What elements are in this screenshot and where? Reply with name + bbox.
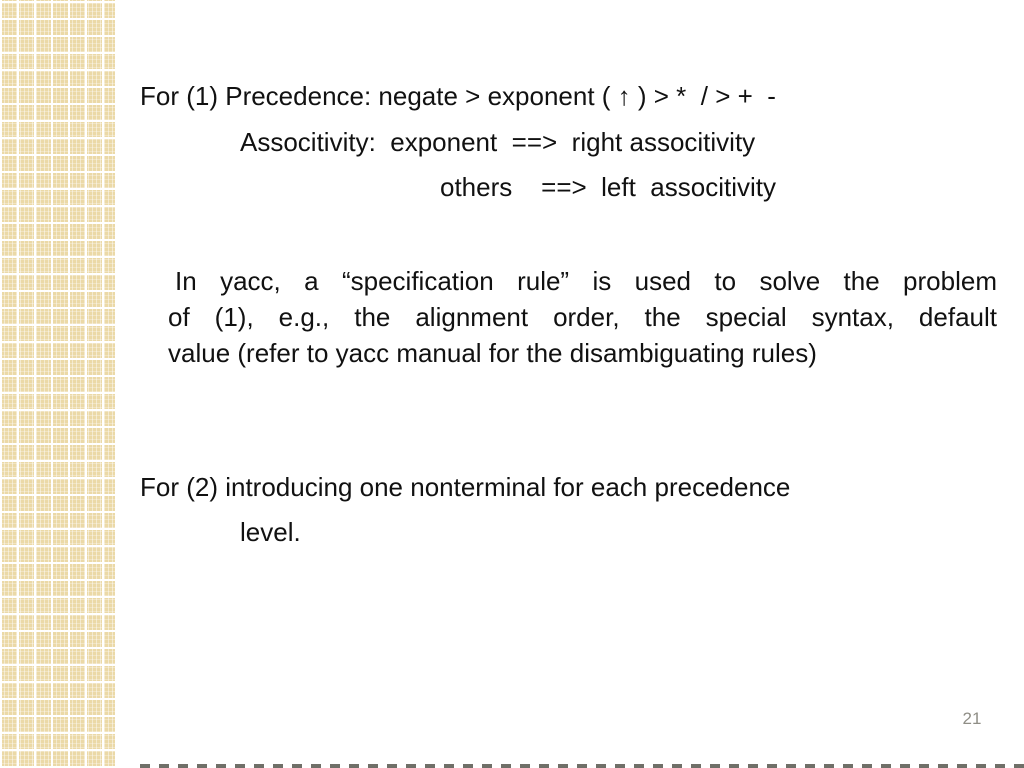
precedence-rule-line: For (1) Precedence: negate > exponent ( ↑ ) > * / > + - — [140, 81, 776, 111]
bottom-dashed-line — [140, 764, 1024, 768]
slide-page-number: 21 — [962, 709, 982, 728]
yacc-paragraph-line-1: In yacc, a “specification rule” is used to solve the problem — [175, 266, 997, 296]
associativity-others-line: others ==> left associtivity — [440, 172, 776, 202]
slide-left-border-pattern — [0, 0, 115, 768]
yacc-specification-paragraph — [168, 263, 997, 371]
for2-nonterminal-line: For (2) introducing one nonterminal for each precedence — [140, 472, 791, 502]
yacc-paragraph-line-3: value (refer to yacc manual for the disambiguating rules) — [168, 338, 817, 368]
associativity-exponent-line: Associtivity: exponent ==> right associtivity — [240, 127, 756, 157]
yacc-paragraph-line-2: of (1), e.g., the alignment order, the special syntax, default — [168, 302, 997, 332]
for2-level-line: level. — [240, 517, 301, 547]
